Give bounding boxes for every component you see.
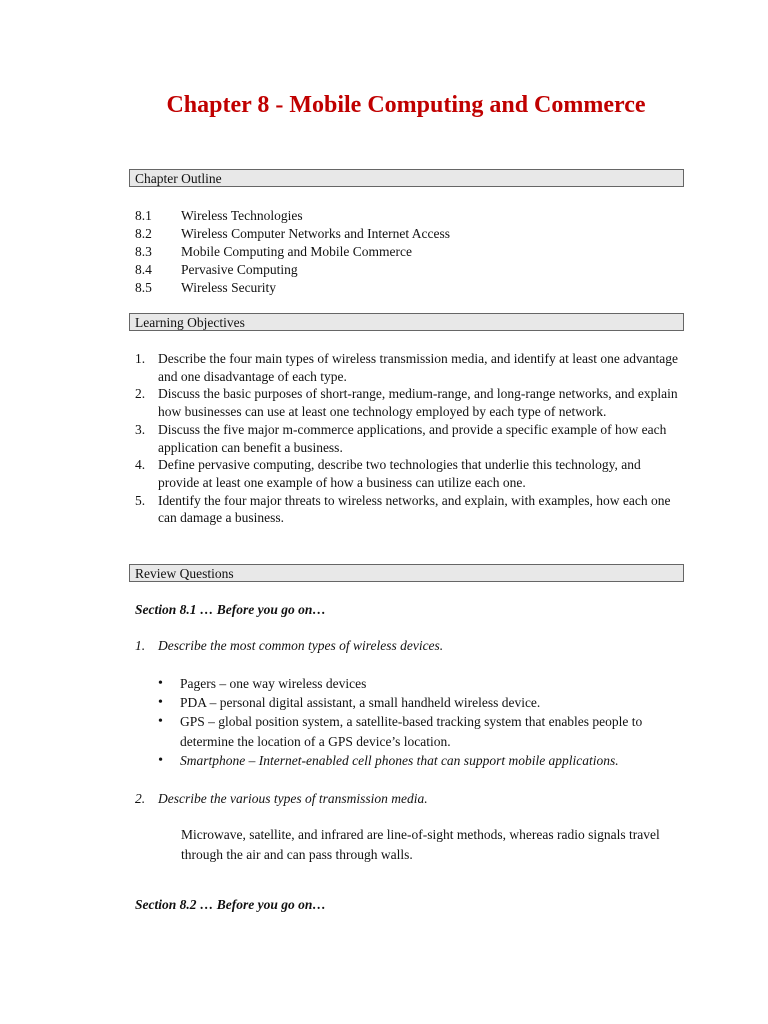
outline-item-text: Pervasive Computing (181, 262, 298, 277)
objective-number: 4. (135, 457, 146, 473)
outline-item-number: 8.4 (135, 262, 152, 277)
objective-number: 1. (135, 351, 146, 366)
outline-item (135, 243, 695, 261)
objective-item (135, 421, 680, 456)
question-number: 2. (135, 791, 146, 806)
outline-item-number: 8.2 (135, 226, 152, 241)
chapter-outline-header: Chapter Outline (129, 169, 684, 187)
objective-text: Identify the four major threats to wireless networks, and explain, with examples, how each one can damage a business. (158, 492, 671, 526)
bullet-item: • Smartphone – Internet-enabled cell phones that can support mobile applications. (158, 751, 688, 770)
section-heading-8-1: Section 8.1 … Before you go on… (135, 602, 326, 617)
question-2 (135, 791, 428, 807)
page-title: Chapter 8 - Mobile Computing and Commerce (166, 92, 646, 118)
question-text: Describe the most common types of wireless devices. (158, 638, 444, 653)
learning-objectives-header: Learning Objectives (129, 313, 684, 331)
bullet-item: • Pagers – one way wireless devices (158, 674, 688, 693)
outline-item (135, 279, 695, 297)
outline-item-text: Wireless Technologies (181, 208, 303, 223)
bullet-item: • PDA – personal digital assistant, a small handheld wireless device. (158, 693, 688, 712)
outline-item-text: Wireless Security (181, 280, 277, 295)
learning-objectives-list (135, 350, 680, 527)
bullet-item: • GPS – global position system, a satellite-based tracking system that enables people to determine the location of a GPS device’s location. (158, 712, 688, 750)
question-1 (135, 638, 443, 654)
objective-item (135, 385, 680, 420)
review-questions-header: Review Questions (129, 564, 684, 582)
outline-item-number: 8.5 (135, 280, 152, 295)
outline-item (135, 207, 695, 225)
section-heading-8-2: Section 8.2 … Before you go on… (135, 897, 326, 912)
objective-number: 3. (135, 421, 146, 437)
objective-text: Discuss the five major m-commerce applications, and provide a specific example of how each application can benefit a business. (158, 421, 667, 455)
outline-item (135, 261, 695, 279)
objective-number: 2. (135, 386, 146, 402)
objective-item (135, 350, 680, 385)
question-2-answer: Microwave, satellite, and infrared are line-of-sight methods, whereas radio signals travel through the air and can pass through walls. (181, 827, 660, 862)
question-text: Describe the various types of transmission media. (158, 791, 428, 806)
chapter-outline-list (135, 207, 695, 297)
outline-item-text: Wireless Computer Networks and Internet Access (181, 226, 451, 241)
outline-item (135, 225, 695, 243)
outline-item-text: Mobile Computing and Mobile Commerce (181, 244, 412, 259)
objective-text: Describe the four main types of wireless transmission media, and identify at least one advantage and one disadvantage of each type. (158, 351, 678, 384)
objective-text: Define pervasive computing, describe two technologies that underlie this technology, and provide at least one example of how a business can utilize each one. (158, 457, 641, 490)
objective-item (135, 456, 680, 491)
wireless-devices-list (158, 674, 688, 770)
objective-item (135, 492, 680, 527)
objective-text: Discuss the basic purposes of short-range, medium-range, and long-range networks, and explain how businesses can use at least one technology employed by each type of network. (158, 386, 678, 420)
outline-item-number: 8.1 (135, 208, 152, 223)
question-number: 1. (135, 638, 146, 653)
outline-item-number: 8.3 (135, 244, 152, 259)
objective-number: 5. (135, 492, 146, 508)
